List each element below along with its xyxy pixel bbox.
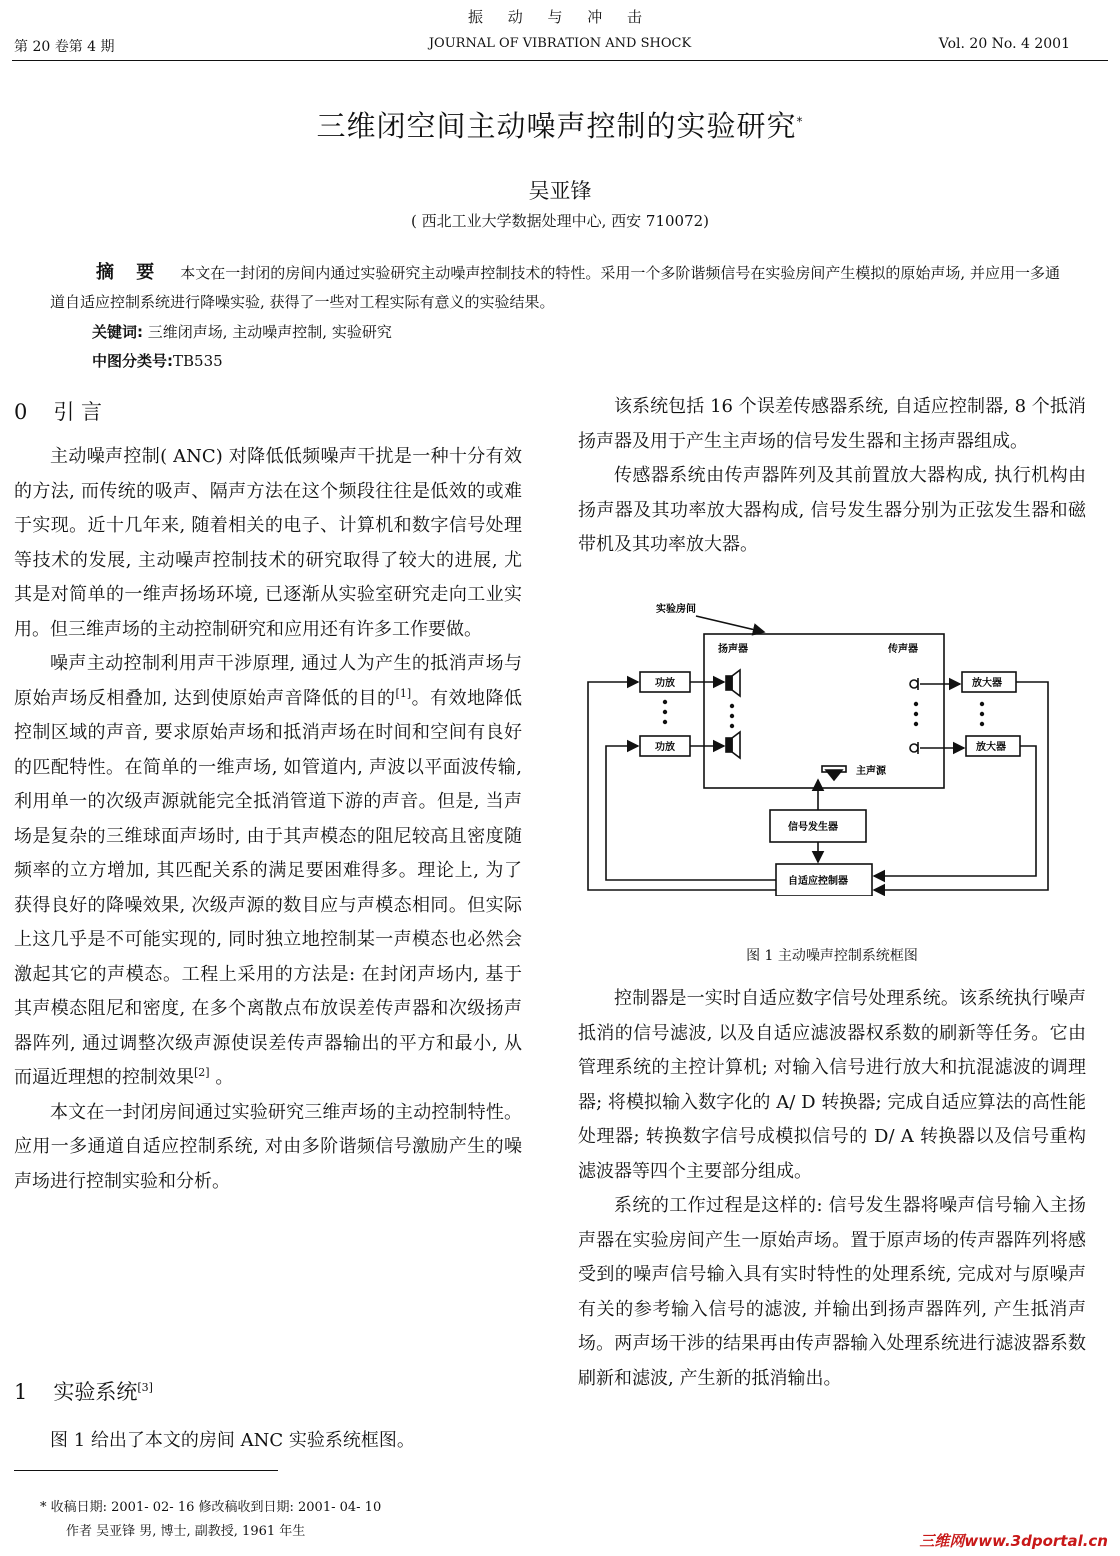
intro-paragraph-1: 主动噪声控制( ANC) 对降低低频噪声干扰是一种十分有效的方法, 而传统的吸声、隔声方法在这个频段往往是低效的或难于实现。近十几年来, 随着相关的电子、计算机和数字信号处理等技术的发展, 主动噪声控制技术的研究取得了较大的进展, 尤其是对简单的一维声扬场环境, 已逐渐从实验室研究走向工业实用。但三维声场的主动控制研究和应用还有许多工作要做。: [14, 446, 522, 640]
section-1-number: 1: [14, 1380, 28, 1404]
preamp-bottom-label: 放大器: [976, 742, 1006, 753]
microphone-bottom: [910, 744, 918, 752]
section-0-number: 0: [14, 400, 28, 424]
room-box: [704, 634, 944, 788]
controller-to-amp-bottom: [606, 746, 776, 880]
paper-title-text: 三维闭空间主动噪声控制的实验研究: [316, 109, 797, 143]
title-footnote-mark: *: [796, 114, 804, 129]
citation-3: [3]: [137, 1381, 153, 1394]
left-column-tail: [14, 1424, 522, 1459]
section-1-heading: [14, 1376, 522, 1406]
right-paragraph-4: 系统的工作过程是这样的: 信号发生器将噪声信号输入主扬声器在实验房间产生一原始声场。置于原声场的传声器阵列将感受到的噪声信号输入具有实时特性的处理系统, 完成对与原噪声有关的参考输入信号的滤波, 并输出到扬声器阵列, 产生抵消声场。两声场干涉的结果再由传声器输入处理系统进行滤波器系数刷新和滤波, 产生新的抵消输出。: [578, 1195, 1086, 1389]
figure-1-caption: 图 1 主动噪声控制系统框图: [746, 948, 918, 964]
speaker-top-cone: [732, 670, 740, 696]
footnote-rule: [14, 1470, 278, 1471]
intro-p2-part-a: 噪声主动控制利用声干涉原理, 通过人为产生的抵消声场与原始声场反相叠加, 达到使原始声音降低的目的: [14, 653, 522, 709]
citation-1: [1]: [395, 686, 412, 700]
speaker-bottom-body: [726, 738, 732, 752]
intro-p2-part-b: 。有效地降低控制区域的声音, 要求原始声场和抵消声场在时间和空间有良好的匹配特性。在简单的一维声场, 如管道内, 声波以平面波传输, 利用单一的次级声源就能完全抵消管道下游的声音。但是, 当声场是复杂的三维球面声场时, 由于其声模态的阻尼较高且密度随频率的立方增加, 其匹配关系的满足要困难得多。理论上, 为了获得良好的降噪效果, 次级声源的数目应与声模态相同。但实际上这几乎是不可能实现的, 同时独立地控制某一声模态也必然会激起其它的声模态。工程上采用的方法是: 在封闭声场内, 基于其声模态阻尼和密度, 在多个离散点布放误差传声器和次级扬声器阵列, 通过调整次级声源使误差传声器输出的平方和最小, 从而逼近理想的控制效果: [14, 687, 523, 1088]
controller-to-amp-top: [588, 682, 776, 890]
footnote-author: 作者 吴亚锋 男, 博士, 副教授, 1961 年生: [66, 1524, 306, 1539]
signal-generator-label: 信号发生器: [788, 822, 838, 833]
power-amp-top-label: 功放: [655, 678, 675, 689]
preamp-top-label: 放大器: [972, 678, 1002, 689]
journal-name-cn: 振 动 与 冲 击: [467, 8, 653, 26]
right-paragraph-2: 传感器系统由传声器阵列及其前置放大器构成, 执行机构由扬声器及其功率放大器构成, 信号发生器分别为正弦发生器和磁带机及其功率放大器。: [578, 465, 1086, 555]
abstract-text: 本文在一封闭的房间内通过实验研究主动噪声控制技术的特性。采用一个多阶谐频信号在实验房间产生模拟的原始声场, 并应用一多通道自适应控制系统进行降噪实验, 获得了一些对工程实际有意义的实验结果。: [50, 264, 1060, 311]
preamp-top-to-controller: [874, 682, 1048, 890]
abstract-label: 摘 要: [96, 262, 163, 283]
site-watermark: 三维网www.3dportal.cn: [919, 1532, 1108, 1550]
section-0-heading: [14, 396, 522, 426]
volume-cn: 第 20 卷第 4 期: [14, 39, 115, 55]
header-rule: [12, 60, 1108, 61]
room-label-pointer: [696, 616, 764, 632]
section-1-paragraph: 图 1 给出了本文的房间 ANC 实验系统框图。: [50, 1430, 415, 1451]
mic-label: 传声器: [888, 644, 918, 655]
paper-title: [0, 104, 1120, 145]
abstract: [50, 258, 1060, 317]
intro-paragraph-2: [14, 647, 522, 1096]
speaker-top-body: [726, 676, 732, 690]
volume-en: Vol. 20 No. 4 2001: [938, 36, 1070, 52]
clc-text: TB535: [173, 352, 223, 370]
clc-number: [92, 347, 223, 375]
anc-system-block-diagram: [578, 596, 1088, 896]
citation-2: [2]: [194, 1066, 210, 1079]
power-amp-bottom-label: 功放: [655, 742, 675, 753]
preamp-bottom-to-controller: [874, 746, 1036, 876]
keywords-text: 三维闭声场, 主动噪声控制, 实验研究: [143, 323, 392, 341]
room-label: 实验房间: [656, 604, 696, 615]
affiliation: ( 西北工业大学数据处理中心, 西安 710072): [410, 212, 710, 230]
adaptive-controller-label: 自适应控制器: [788, 876, 848, 887]
author-name: 吴亚锋: [528, 179, 592, 203]
left-column-body: [14, 440, 522, 1199]
microphone-top: [910, 680, 918, 688]
intro-p2-part-c: 。: [209, 1067, 234, 1088]
journal-name-en: JOURNAL OF VIBRATION AND SHOCK: [428, 36, 692, 51]
speaker-label: 扬声器: [718, 644, 748, 655]
speaker-bottom-cone: [732, 732, 740, 758]
section-1-title: 实验系统: [53, 1380, 138, 1404]
right-column-top: [578, 390, 1086, 563]
main-source-label: 主声源: [856, 766, 886, 777]
right-column-bottom: [578, 982, 1086, 1396]
footnote-dates: * 收稿日期: 2001- 02- 16 修改稿收到日期: 2001- 04- 10: [40, 1500, 382, 1515]
right-paragraph-3: 控制器是一实时自适应数字信号处理系统。该系统执行噪声抵消的信号滤波, 以及自适应滤波器权系数的刷新等任务。它由管理系统的主控计算机; 对输入信号进行放大和抗混滤波的调理器; 将模拟输入数字化的 A/ D 转换器; 完成自适应算法的高性能处理器; 转换数字信号成模拟信号的 D/ A 转换器以及信号重构滤波器等四个主要部分组成。: [578, 988, 1086, 1182]
intro-paragraph-3: 本文在一封闭房间通过实验研究三维声场的主动控制特性。应用一多通道自适应控制系统, 对由多阶谐频信号激励产生的噪声场进行控制实验和分析。: [14, 1101, 522, 1192]
clc-label: 中图分类号:: [92, 352, 173, 370]
keywords: [92, 318, 392, 346]
right-paragraph-1: 该系统包括 16 个误差传感器系统, 自适应控制器, 8 个抵消扬声器及用于产生主声场的信号发生器和主扬声器组成。: [578, 396, 1086, 452]
keywords-label: 关键词:: [92, 323, 143, 341]
section-0-title: 引 言: [53, 400, 103, 424]
